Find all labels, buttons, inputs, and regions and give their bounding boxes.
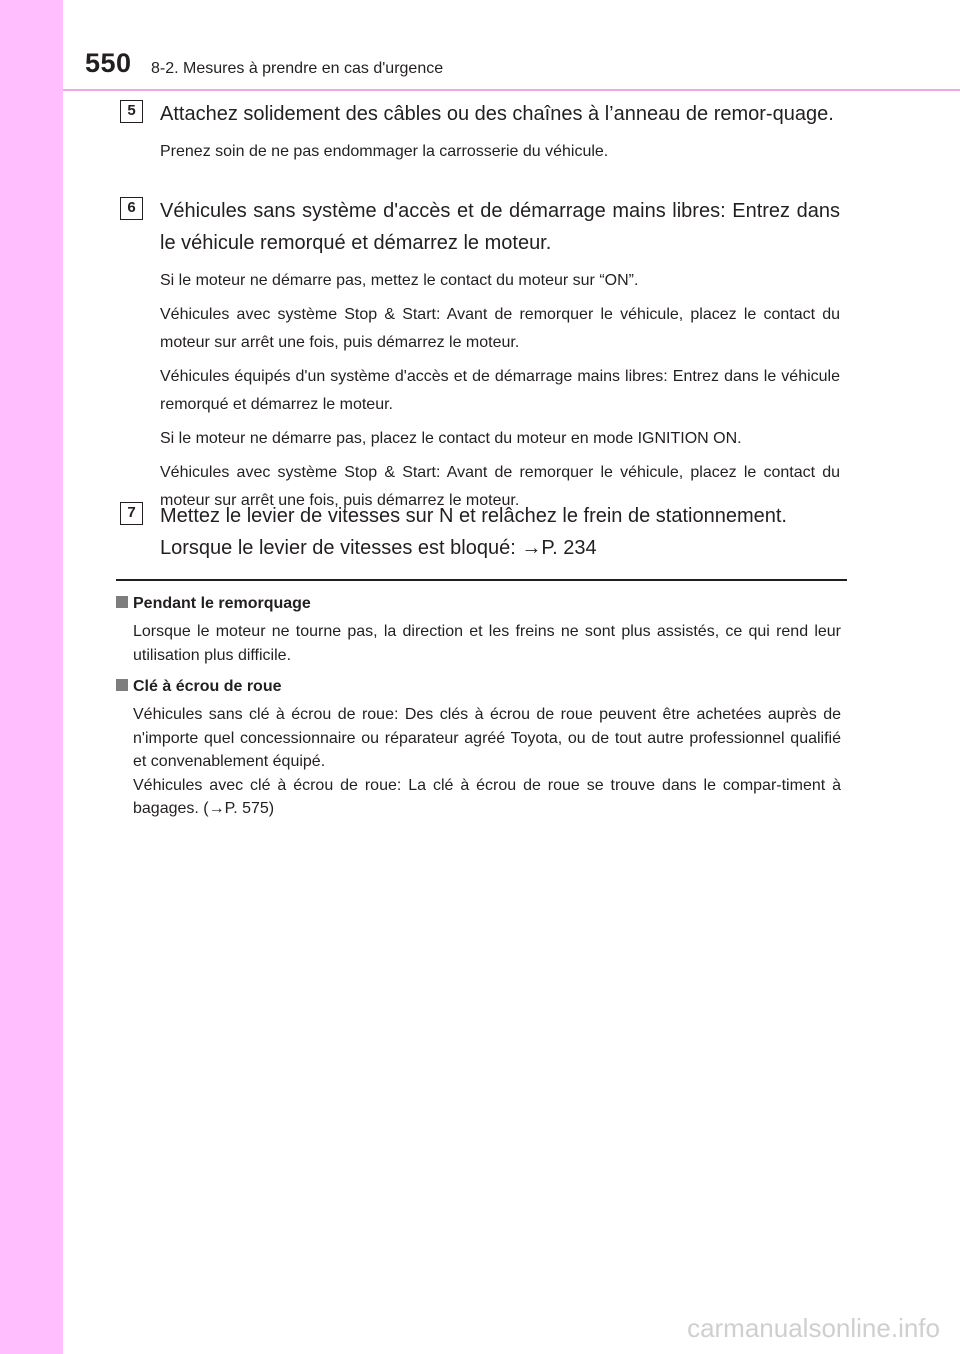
step-instruction <box>160 98 840 130</box>
info-paragraph: Véhicules sans clé à écrou de roue: Des clés à écrou de roue peuvent être achetées auprès de n'importe quel concessionnaire ou réparateur agréé Toyota, ou de tout autre professionnel qualifié et convenablement équipé. <box>133 706 841 770</box>
section-title: 8-2. Mesures à prendre en cas d'urgence <box>151 60 444 77</box>
side-color-band <box>0 0 63 1354</box>
info-heading-text: Pendant le remorquage <box>133 595 311 612</box>
info-section-towing <box>116 593 841 667</box>
step-note: Véhicules équipés d'un système d'accès et de démarrage mains libres: Entrez dans le véhicule remorqué et démarrez le moteur. <box>160 368 840 413</box>
info-heading <box>116 676 841 698</box>
square-bullet-icon <box>116 679 128 691</box>
step-note: Si le moteur ne démarre pas, mettez le contact du moteur sur “ON”. <box>160 272 639 289</box>
info-section-wheel-nut-wrench <box>116 676 841 821</box>
step-instruction <box>160 195 840 259</box>
info-paragraph: Lorsque le moteur ne tourne pas, la direction et les freins ne sont plus assistés, ce qui rend leur utilisation plus difficile. <box>133 623 841 664</box>
step-note: Véhicules avec système Stop & Start: Avant de remorquer le véhicule, placez le contact du moteur sur arrêt une fois, puis démarrez le moteur. <box>160 306 840 351</box>
section-divider <box>116 579 847 581</box>
header-rule <box>63 89 960 91</box>
step-7 <box>120 500 840 564</box>
info-heading <box>116 593 841 615</box>
page-number: 550 <box>85 48 132 78</box>
page-header <box>63 0 960 92</box>
info-paragraph: Véhicules avec clé à écrou de roue: La clé à écrou de roue se trouve dans le compar-timent à bagages. (→P. 575) <box>133 776 841 817</box>
step-number-badge: 7 <box>120 502 143 525</box>
step-5 <box>120 98 840 166</box>
step-number-badge: 6 <box>120 197 143 220</box>
step-instruction <box>160 500 840 564</box>
step-note: Prenez soin de ne pas endommager la carrosserie du véhicule. <box>160 143 609 160</box>
step-number-badge: 5 <box>120 100 143 123</box>
step-note: Si le moteur ne démarre pas, placez le contact du moteur en mode IGNITION ON. <box>160 430 742 447</box>
info-heading-text: Clé à écrou de roue <box>133 678 282 695</box>
square-bullet-icon <box>116 596 128 608</box>
step-6 <box>120 195 840 515</box>
step-instruction-line: Véhicules sans système d'accès et de démarrage mains libres: Entrez dans le véhicule remorqué et démarrez le moteur. <box>160 200 840 254</box>
step-instruction-line: Mettez le levier de vitesses sur N et relâchez le frein de stationnement. <box>160 505 787 527</box>
watermark: carmanualsonline.info <box>687 1313 940 1343</box>
step-note: Véhicules avec système Stop & Start: Avant de remorquer le véhicule, placez le contact du moteur sur arrêt une fois, puis démarrez le moteur. <box>160 464 840 509</box>
page-reference-line: Lorsque le levier de vitesses est bloqué: →P. 234 <box>160 537 597 559</box>
step-instruction-line: Attachez solidement des câbles ou des chaînes à l’anneau de remor-quage. <box>160 103 834 125</box>
